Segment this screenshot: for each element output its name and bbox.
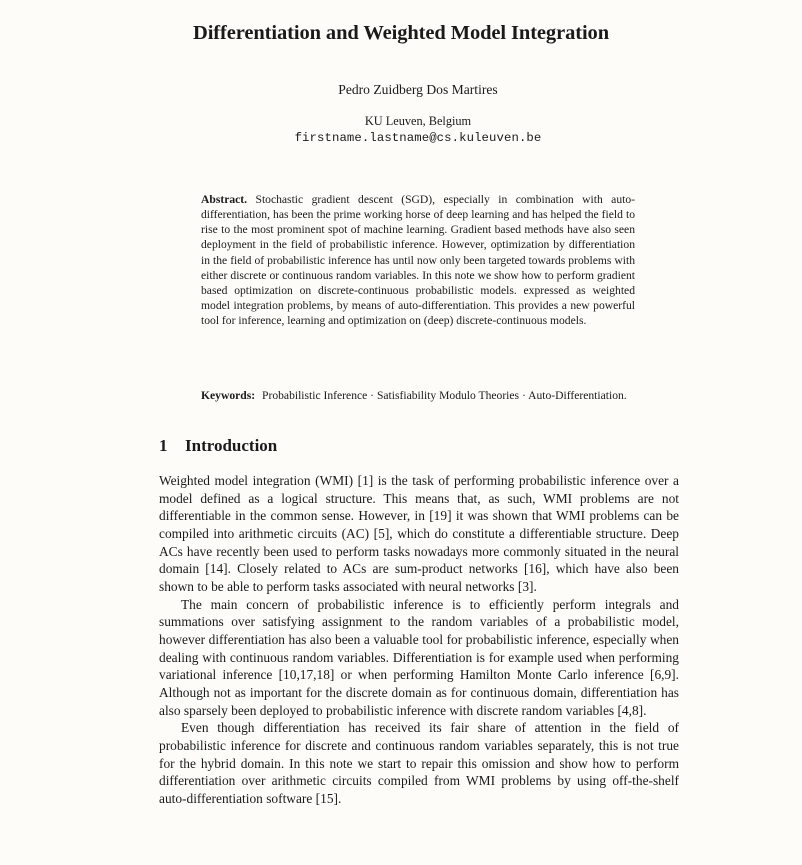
author-affiliation: KU Leuven, Belgium <box>364 114 472 128</box>
author-name: Pedro Zuidberg Dos Martires <box>338 82 498 97</box>
section-title: Introduction <box>185 436 278 455</box>
section-heading <box>159 436 277 456</box>
abstract <box>201 192 635 328</box>
paragraph: Even though differentiation has received its fair share of attention in the field of probabilistic inference for discrete and continuous random variables separately, this is not true for the hybrid domain. In this note we start to repair this omission and show how to perform differentiation over arithmetic circuits compiled from WMI problems by using off-the-shelf auto-differentiation software [15]. <box>159 720 679 806</box>
section-body <box>159 472 679 807</box>
abstract-label: Abstract. <box>201 193 248 206</box>
paragraph: Weighted model integration (WMI) [1] is the task of performing probabilistic inference over a model defined as a logical structure. This means that, as such, WMI problems are not differentiable in the common sense. However, in [19] it was shown that WMI problems can be compiled into arithmetic circuits (AC) [5], which do constitute a differentiable structure. Deep ACs have recently been used to perform tasks nowadays more commonly situated in the neural domain [14]. Closely related to ACs are sum-product networks [16], which have also been shown to be able to perform tasks associated with neural networks [3]. <box>159 473 679 594</box>
keywords <box>201 389 681 402</box>
section-number: 1 <box>159 436 168 455</box>
paragraph: The main concern of probabilistic inference is to efficiently perform integrals and summations over satisfying assignment to the random variables of a probabilistic model, however differentiation has also been a valuable tool for probabilistic inference, especially when dealing with continuous random variables. Differentiation is for example used when performing variational inference [10,17,18] or when performing Hamilton Monte Carlo inference [6,9]. Although not as important for the discrete domain as for continuous domain, differentiation has also sparsely been deployed to probabilistic inference with discrete random variables [4,8]. <box>159 596 679 718</box>
keywords-text: Probabilistic Inference · Satisfiability Modulo Theories · Auto-Differentiation. <box>262 389 627 402</box>
author-email: firstname.lastname@cs.kuleuven.be <box>294 131 542 145</box>
keywords-label: Keywords: <box>201 389 256 402</box>
abstract-text: Stochastic gradient descent (SGD), especially in combination with auto-differentiation, has been the prime working horse of deep learning and has helped the field to rise to the most prominent spot of machine learning. Gradient based methods have also seen deployment in the field of probabilistic inference. However, optimization by differentiation in the field of probabilistic inference has until now only been targeted towards problems with either discrete or continuous random variables. In this note we show how to perform gradient based optimization on discrete-continuous probabilistic models. expressed as weighted model integration problems, by means of auto-differentiation. This provides a new powerful tool for inference, learning and optimization on (deep) discrete-continuous models. <box>201 193 635 328</box>
paper-title: Differentiation and Weighted Model Integration <box>192 22 610 44</box>
